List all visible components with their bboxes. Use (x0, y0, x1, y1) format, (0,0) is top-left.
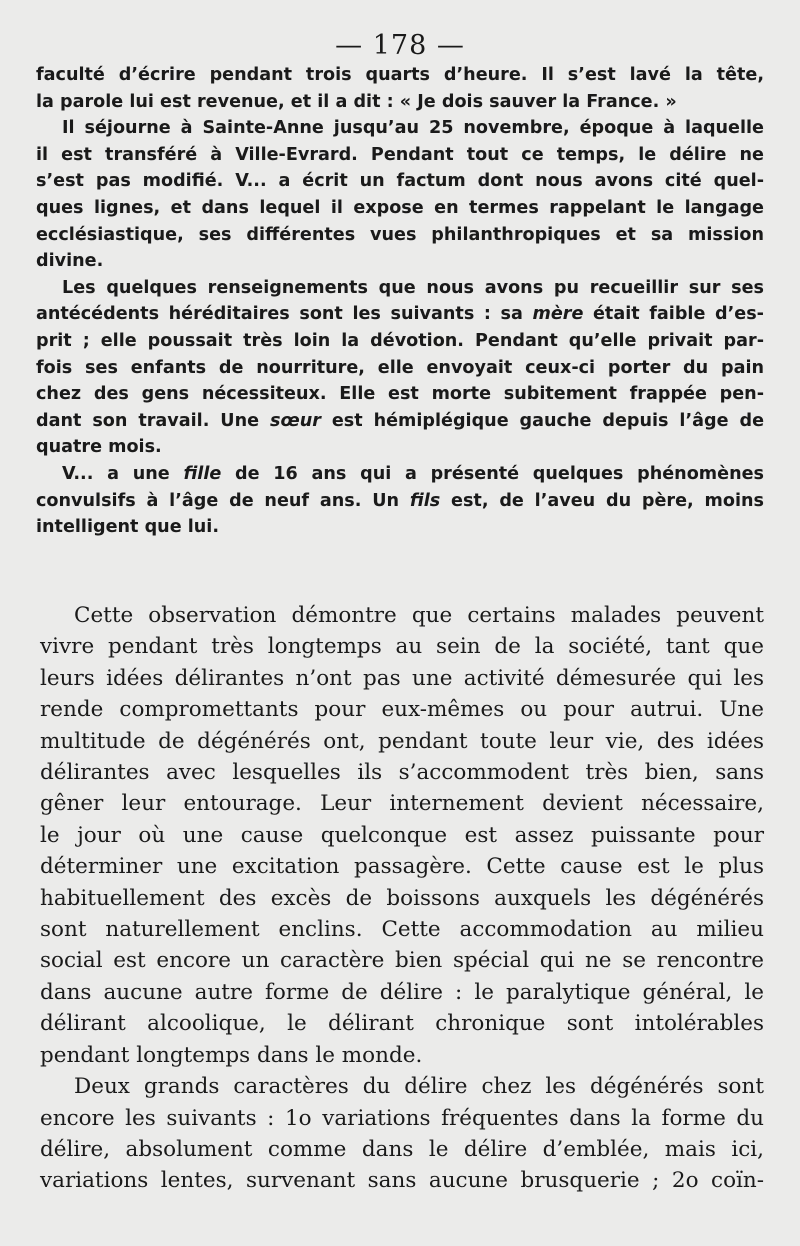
text-line: délirantes avec lesquelles ils s’accommodent très bien, sans (40, 760, 764, 786)
text-line: divine. (36, 251, 104, 272)
text-line: multitude de dégénérés ont, pendant toute leur vie, des idées (40, 728, 764, 754)
text-line: V... a une fille de 16 ans qui a présenté quelques phénomènes (62, 463, 764, 484)
text-line: délirant alcoolique, le délirant chronique sont intolérables (40, 1011, 764, 1037)
text-line: pendant longtemps dans le monde. (40, 1042, 423, 1068)
text-line: encore les suivants : 1o variations fréquentes dans la forme du (40, 1105, 764, 1131)
text-line: déterminer une excitation passagère. Cette cause est le plus (40, 854, 764, 880)
text-line: chez des gens nécessiteux. Elle est morte subitement frappée pen- (36, 384, 764, 405)
text-line: s’est pas modifié. V... a écrit un factum dont nous avons cité quel- (36, 171, 764, 192)
text-line: dant son travail. Une sœur est hémiplégique gauche depuis l’âge de (36, 410, 764, 431)
text-line: la parole lui est revenue, et il a dit : « Je dois sauver la France. » (36, 91, 677, 112)
text-line: convulsifs à l’âge de neuf ans. Un fils est, de l’aveu du père, moins (36, 490, 764, 511)
commentary (40, 600, 764, 1197)
text-line: variations lentes, survenant sans aucune brusquerie ; 2o coïn- (40, 1168, 764, 1194)
text-line: Deux grands caractères du délire chez les dégénérés sont (74, 1074, 764, 1100)
text-line: intelligent que lui. (36, 517, 220, 538)
text-line: le jour où une cause quelconque est assez puissante pour (40, 822, 764, 848)
text-line: quatre mois. (36, 437, 162, 458)
emphasis: fils (409, 490, 441, 511)
text-line: délire, absolument comme dans le délire d’emblée, mais ici, (40, 1136, 764, 1162)
text-line: antécédents héréditaires sont les suivants : sa mère était faible d’es- (36, 304, 764, 325)
text-line: ecclésiastique, ses différentes vues philanthropiques et sa mission (36, 224, 764, 245)
text-line: social est encore un caractère bien spécial qui ne se rencontre (40, 948, 764, 974)
text-line: Cette observation démontre que certains malades peuvent (74, 603, 764, 628)
emphasis: fille (183, 463, 222, 484)
text-line: fois ses enfants de nourriture, elle envoyait ceux-ci porter du pain (36, 357, 764, 378)
text-line: ques lignes, et dans lequel il expose en termes rappelant le langage (36, 197, 764, 218)
emphasis: sœur (269, 410, 321, 431)
text-line: habituellement des excès de boissons auxquels les dégénérés (40, 885, 764, 911)
text-line: vivre pendant très longtemps au sein de la société, tant que (40, 634, 764, 660)
case-notes (36, 62, 764, 541)
text-line: sont naturellement enclins. Cette accommodation au milieu (40, 917, 764, 943)
text-line: rende compromettants pour eux-mêmes ou pour autrui. Une (40, 697, 764, 723)
text-line: gêner leur entourage. Leur internement devient nécessaire, (40, 791, 764, 817)
text-line: dans aucune autre forme de délire : le paralytique général, le (40, 979, 764, 1005)
page-number: — 178 — (335, 30, 465, 61)
text-line: Les quelques renseignements que nous avons pu recueillir sur ses (62, 277, 764, 298)
text-line: leurs idées délirantes n’ont pas une activité démesurée qui les (40, 665, 764, 691)
text-line: prit ; elle poussait très loin la dévotion. Pendant qu’elle privait par- (36, 330, 764, 351)
text-line: Il séjourne à Sainte-Anne jusqu’au 25 novembre, époque à laquelle (62, 118, 764, 139)
text-line: faculté d’écrire pendant trois quarts d’heure. Il s’est lavé la tête, (36, 65, 764, 85)
text-line: il est transféré à Ville-Evrard. Pendant tout ce temps, le délire ne (36, 144, 764, 165)
emphasis: mère (532, 304, 584, 325)
